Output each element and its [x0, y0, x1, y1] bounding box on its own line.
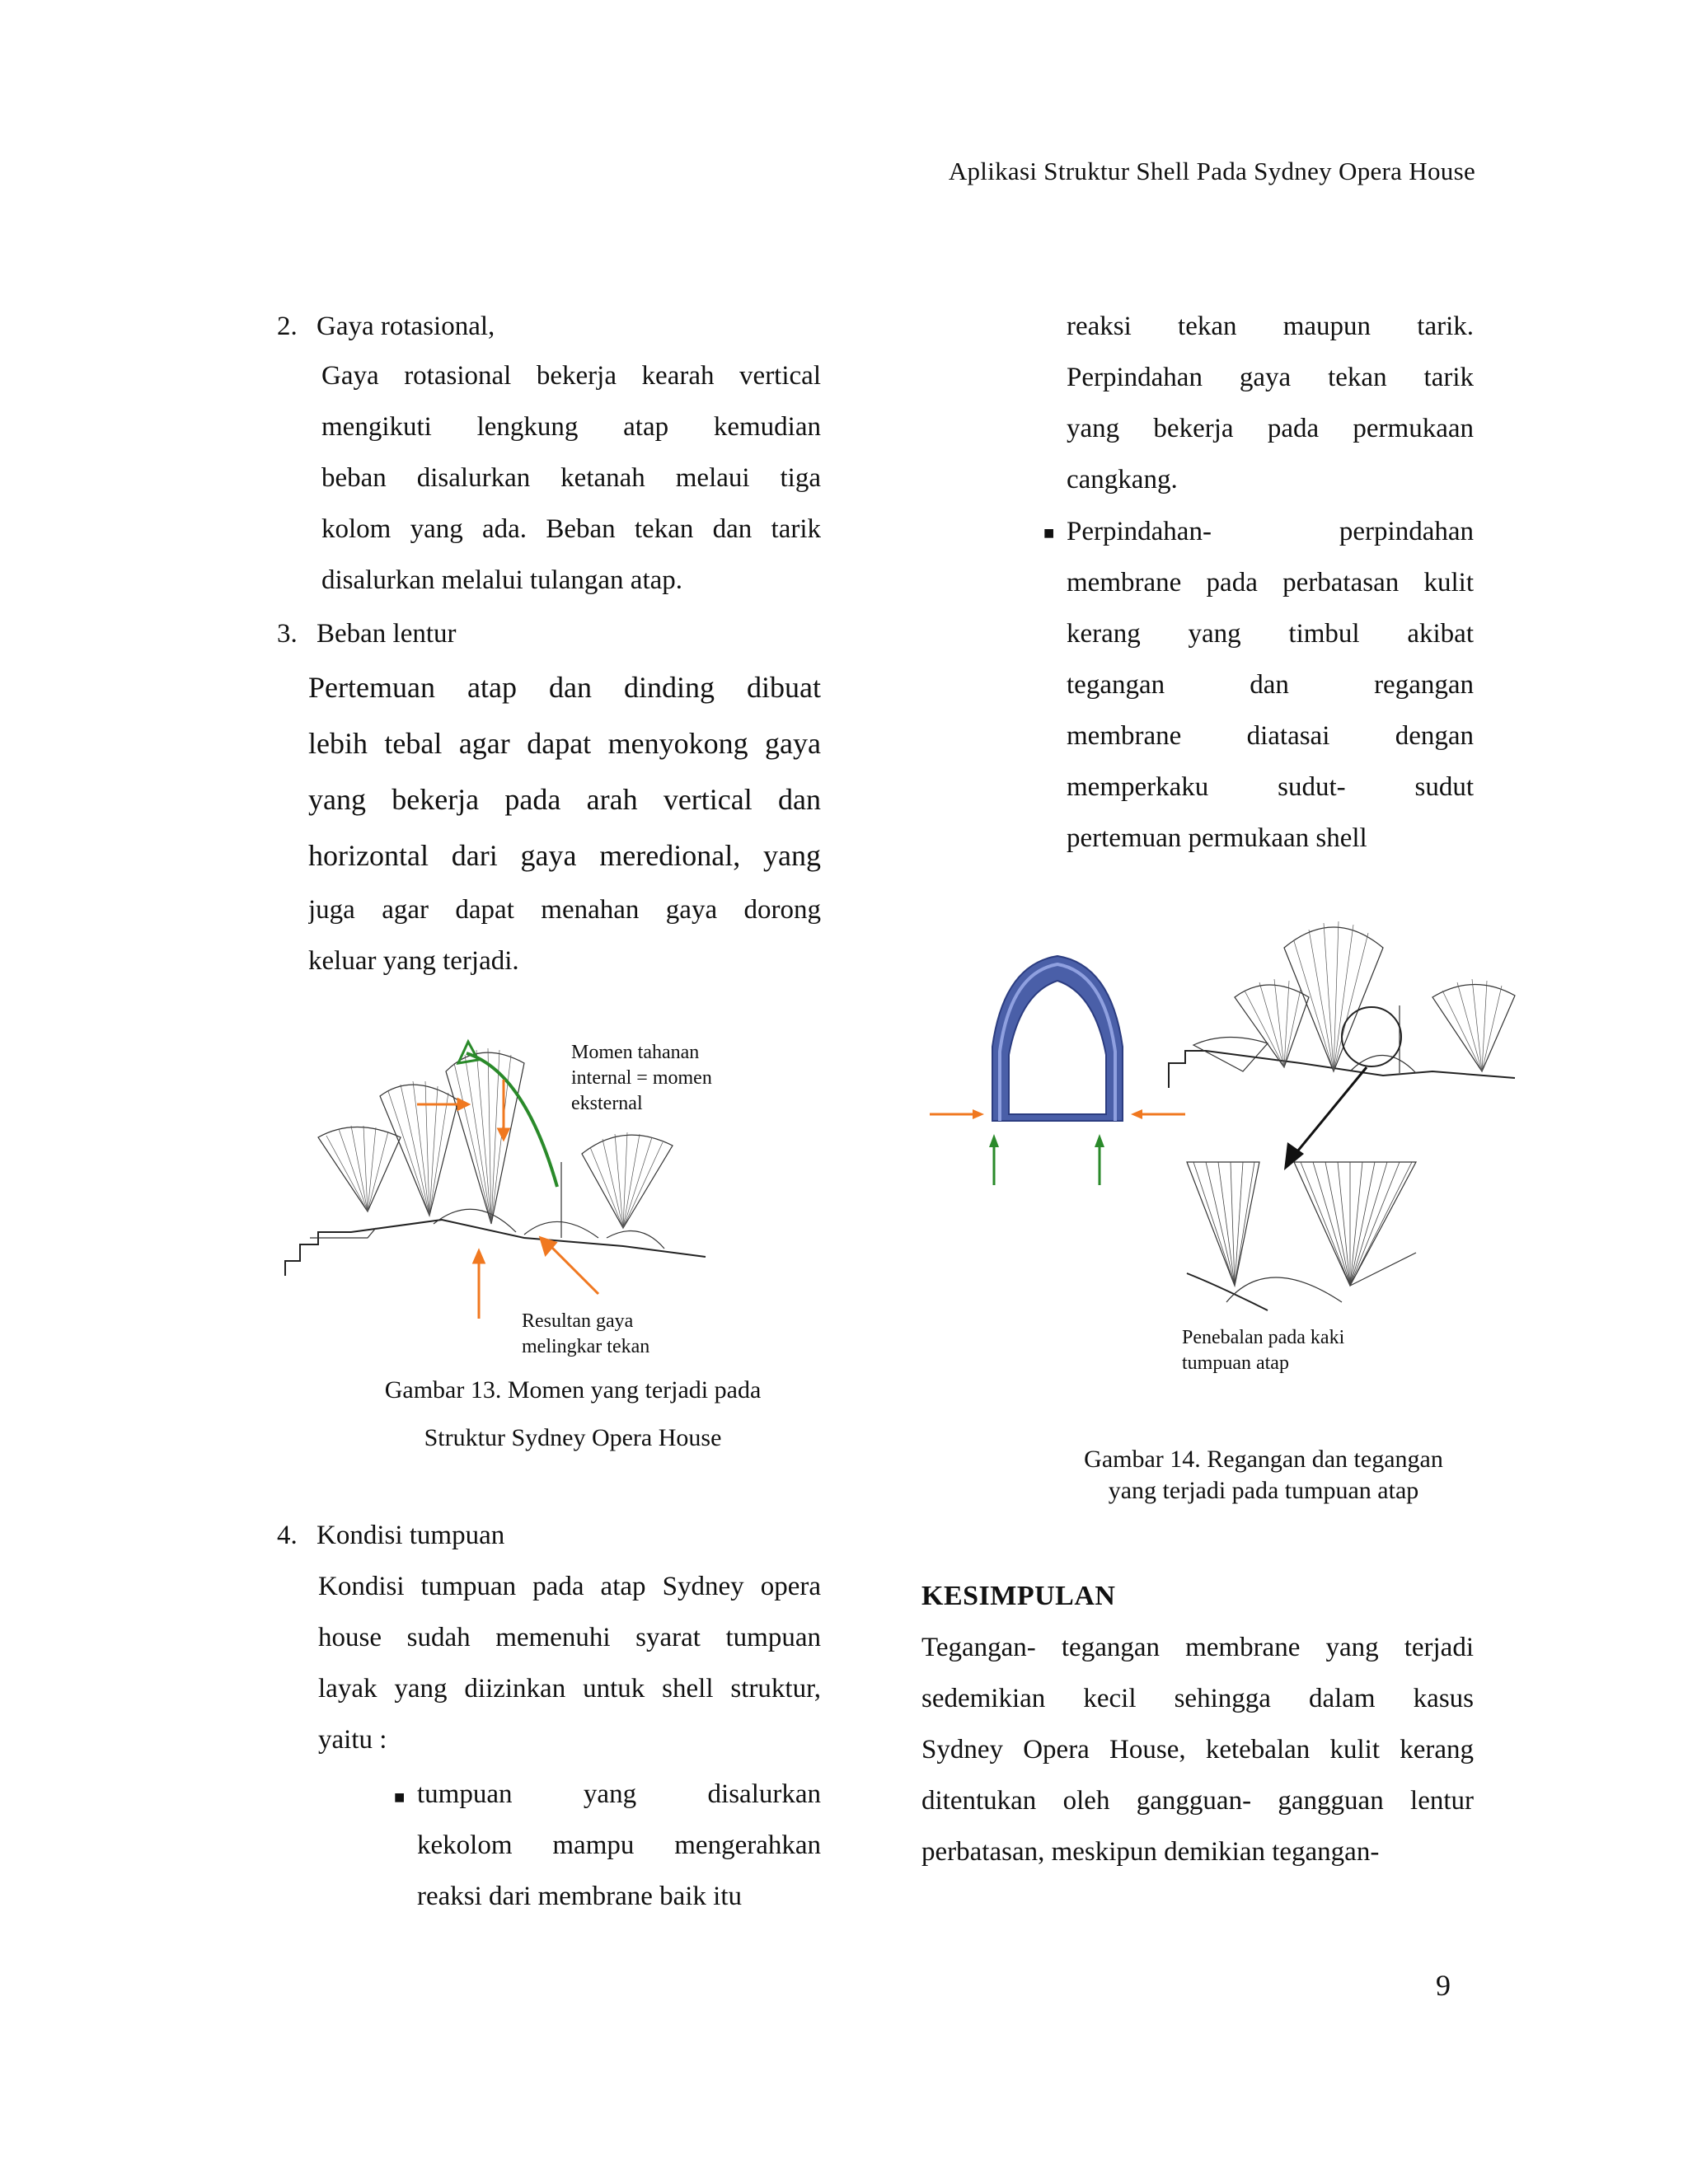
text-line: juga agar dapat menahan gaya dorong [308, 895, 821, 925]
opera-house-sketch [1169, 927, 1515, 1088]
item-number: 4. [277, 1521, 298, 1550]
item-4-body [318, 1561, 821, 1765]
page-number: 9 [1436, 1969, 1451, 2002]
label-line: melingkar tekan [522, 1336, 650, 1357]
text-line: keluar yang terjadi. [308, 946, 519, 976]
item-title: Gaya rotasional, [316, 312, 495, 341]
label-line: internal = momen [571, 1067, 712, 1089]
text-line: Perpindahan- perpindahan [1067, 517, 1474, 546]
item-4-bullet [417, 1769, 821, 1922]
text-line: kekolom mampu mengerahkan [417, 1830, 821, 1860]
running-header: Aplikasi Struktur Shell Pada Sydney Opera House [948, 157, 1475, 185]
text-line: kerang yang timbul akibat [1067, 619, 1474, 649]
text-line: Kondisi tumpuan pada atap Sydney opera [318, 1572, 821, 1601]
text-line: Gaya rotasional bekerja kearah vertical [321, 361, 821, 391]
continued-bullet-text [1067, 301, 1474, 505]
text-line: kolom yang ada. Beban tekan dan tarik [321, 514, 821, 544]
section-heading-kesimpulan: KESIMPULAN [921, 1581, 1116, 1611]
text-line: sedemikian kecil sehingga dalam kasus [921, 1684, 1474, 1713]
label-line: Penebalan pada kaki [1182, 1327, 1345, 1348]
item-2-heading [277, 301, 495, 352]
fig13-label-bottom [522, 1309, 720, 1360]
moment-arrow [467, 1053, 557, 1187]
text-line: disalurkan melalui tulangan atap. [321, 565, 683, 595]
item-3-body [308, 659, 821, 883]
figure-14-caption [987, 1444, 1540, 1507]
fig13-label-top [571, 1040, 769, 1117]
conclusion-body [921, 1622, 1474, 1877]
text-line: layak yang diizinkan untuk shell struktur, [318, 1674, 821, 1704]
text-line: membrane diatasai dengan [1067, 721, 1474, 751]
text-line: memperkaku sudut- sudut [1067, 772, 1474, 802]
item-2-body [321, 350, 821, 606]
text-line: Perpindahan gaya tekan tarik [1067, 363, 1474, 392]
text-line: ditentukan oleh gangguan- gangguan lentur [921, 1786, 1474, 1816]
text-line: lebih tebal agar dapat menyokong gaya [308, 727, 821, 760]
label-line: eksternal [571, 1093, 643, 1114]
bullet-2-text [1067, 506, 1474, 864]
bullet-square-icon: ■ [1043, 523, 1055, 543]
text-line: reaksi dari membrane baik itu [417, 1882, 743, 1911]
label-line: Momen tahanan [571, 1042, 700, 1063]
text-line: tumpuan yang disalurkan [417, 1779, 821, 1809]
caption-line: Struktur Sydney Opera House [424, 1424, 722, 1451]
item-3-heading [277, 608, 457, 659]
text-line: membrane pada perbatasan kulit [1067, 568, 1474, 598]
figure-13-caption [330, 1366, 816, 1462]
item-4-heading [277, 1510, 504, 1561]
text-line: house sudah memenuhi syarat tumpuan [318, 1623, 821, 1652]
text-line: Tegangan- tegangan membrane yang terjadi [921, 1633, 1474, 1662]
text-line: Pertemuan atap dan dinding dibuat [308, 671, 821, 704]
item-number: 2. [277, 312, 298, 341]
item-3-body-cont [308, 884, 821, 987]
shell-hatching [1245, 921, 1502, 1071]
item-title: Beban lentur [316, 619, 457, 649]
caption-line: Gambar 13. Momen yang terjadi pada [384, 1376, 762, 1404]
label-line: Resultan gaya [522, 1310, 634, 1332]
text-line: cangkang. [1067, 465, 1178, 494]
caption-line: Gambar 14. Regangan dan tegangan [1084, 1446, 1443, 1473]
text-line: yang bekerja pada arah vertical dan [308, 783, 821, 816]
item-title: Kondisi tumpuan [316, 1521, 505, 1550]
text-line: yaitu : [318, 1725, 387, 1755]
text-line: mengikuti lengkung atap kemudian [321, 412, 821, 442]
text-line: yang bekerja pada permukaan [1067, 414, 1474, 443]
text-line: Sydney Opera House, ketebalan kulit kerang [921, 1735, 1474, 1765]
item-number: 3. [277, 619, 298, 649]
bullet-square-icon: ■ [394, 1787, 406, 1807]
detail-arrow [1294, 1067, 1367, 1155]
label-line: tumpuan atap [1182, 1352, 1289, 1374]
caption-line: yang terjadi pada tumpuan atap [1108, 1477, 1419, 1504]
text-line: pertemuan permukaan shell [1067, 823, 1367, 853]
text-line: horizontal dari gaya meredional, yang [308, 839, 821, 872]
text-line: reaksi tekan maupun tarik. [1067, 312, 1474, 341]
text-line: beban disalurkan ketanah melaui tiga [321, 463, 821, 493]
figure-14-drawing [921, 898, 1531, 1343]
text-line: tegangan dan regangan [1067, 670, 1474, 700]
text-line: perbatasan, meskipun demikian tegangan- [921, 1837, 1380, 1867]
fig14-label [1182, 1325, 1429, 1376]
